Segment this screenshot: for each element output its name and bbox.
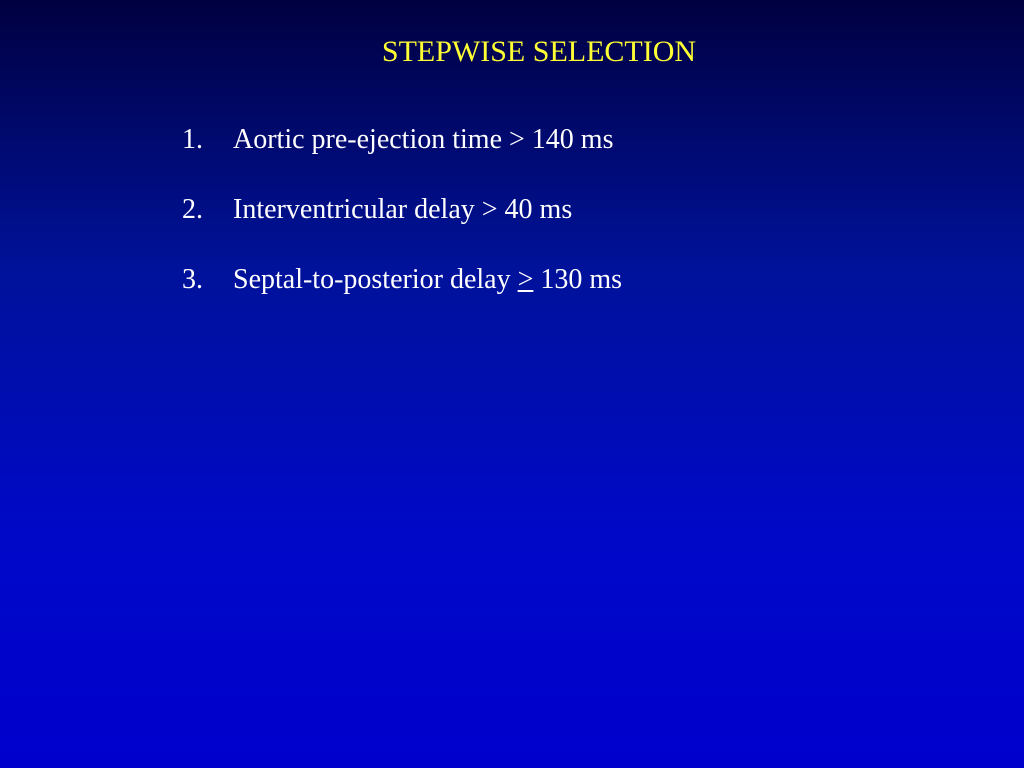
list-item-number: 3. — [182, 264, 203, 295]
list-item — [182, 190, 622, 230]
list-item-number: 2. — [182, 194, 203, 225]
list-item-text-after: 130 ms — [533, 264, 623, 295]
list-item — [182, 120, 622, 160]
greater-equal-symbol: > — [517, 264, 534, 295]
list-item-text: Interventricular delay > 40 ms — [233, 194, 573, 225]
criteria-list — [182, 120, 622, 330]
list-item-text: Aortic pre-ejection time > 140 ms — [233, 124, 614, 155]
slide-title: STEPWISE SELECTION — [381, 35, 697, 68]
list-item-text-before: Septal-to-posterior delay — [233, 264, 518, 295]
list-item-number: 1. — [182, 124, 203, 155]
list-item — [182, 260, 622, 300]
